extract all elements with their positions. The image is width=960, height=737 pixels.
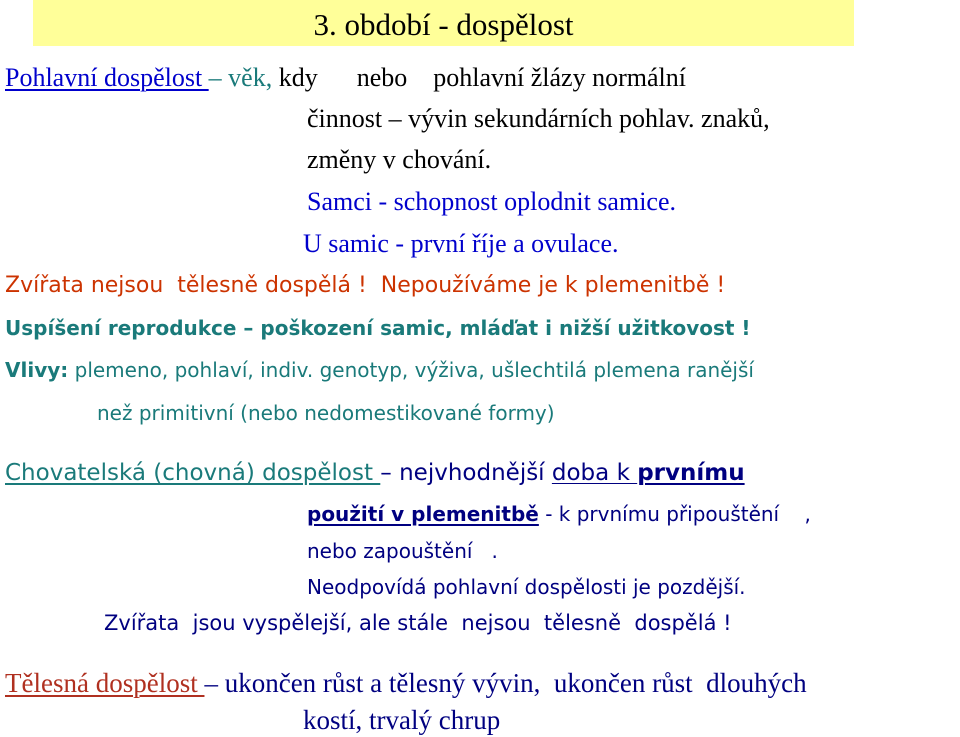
breeding-doba: doba k bbox=[551, 460, 638, 486]
influences-text: plemeno, pohlaví, indiv. genotyp, výživa, ušlechtilá plemena ranější bbox=[68, 358, 754, 382]
puberty-line-females: U samic - první říje a ovulace. bbox=[303, 229, 619, 258]
breeding-first: prvnímu bbox=[637, 460, 745, 486]
breeding-line-5: Zvířata jsou vyspělejší, ale stále nejsou tělesně dospělá ! bbox=[104, 611, 732, 635]
breeding-line-2: použití v plemenitbě - k prvnímu připouštění , bbox=[307, 502, 811, 526]
puberty-term: Pohlavní dospělost bbox=[5, 63, 209, 92]
puberty-influences bbox=[5, 360, 754, 380]
puberty-line-2: činnost – vývin sekundárních pohlav. znaků, bbox=[307, 104, 770, 133]
breeding-line-1: Chovatelská (chovná) dospělost – nejvhodnější doba k prvnímu bbox=[5, 460, 745, 486]
puberty-line-3: změny v chování. bbox=[307, 145, 492, 174]
physical-line-2: kostí, trvalý chrup bbox=[303, 705, 501, 735]
puberty-acceleration: Uspíšení reprodukce – poškození samic, mláďat i nižší užitkovost ! bbox=[5, 316, 751, 340]
puberty-age: věk, bbox=[228, 63, 273, 92]
puberty-line-males: Samci - schopnost oplodnit samice. bbox=[307, 187, 677, 216]
influences-label: Vlivy: bbox=[5, 358, 69, 382]
puberty-line-1-rest: kdy nebo pohlavní žlázy normální bbox=[278, 63, 686, 92]
puberty-line-1 bbox=[5, 65, 686, 91]
title-banner bbox=[33, 0, 854, 46]
physical-term: Tělesná dospělost bbox=[5, 668, 205, 698]
breeding-use: použití v plemenitbě bbox=[307, 502, 539, 526]
puberty-influences-cont: než primitivní (nebo nedomestikované formy) bbox=[97, 401, 555, 425]
physical-line-1: Tělesná dospělost – ukončen růst a tělesný vývin, ukončen růst dlouhých bbox=[5, 668, 807, 698]
puberty-dash: – bbox=[208, 63, 222, 92]
breeding-line-4: Neodpovídá pohlavní dospělosti je pozdější. bbox=[307, 575, 746, 599]
page-title: 3. období - dospělost bbox=[313, 7, 574, 42]
puberty-warning: Zvířata nejsou tělesně dospělá ! Nepoužíváme je k plemenitbě ! bbox=[5, 273, 726, 298]
breeding-line-3: nebo zapouštění . bbox=[307, 539, 498, 563]
breeding-term: Chovatelská (chovná) dospělost bbox=[5, 460, 381, 486]
